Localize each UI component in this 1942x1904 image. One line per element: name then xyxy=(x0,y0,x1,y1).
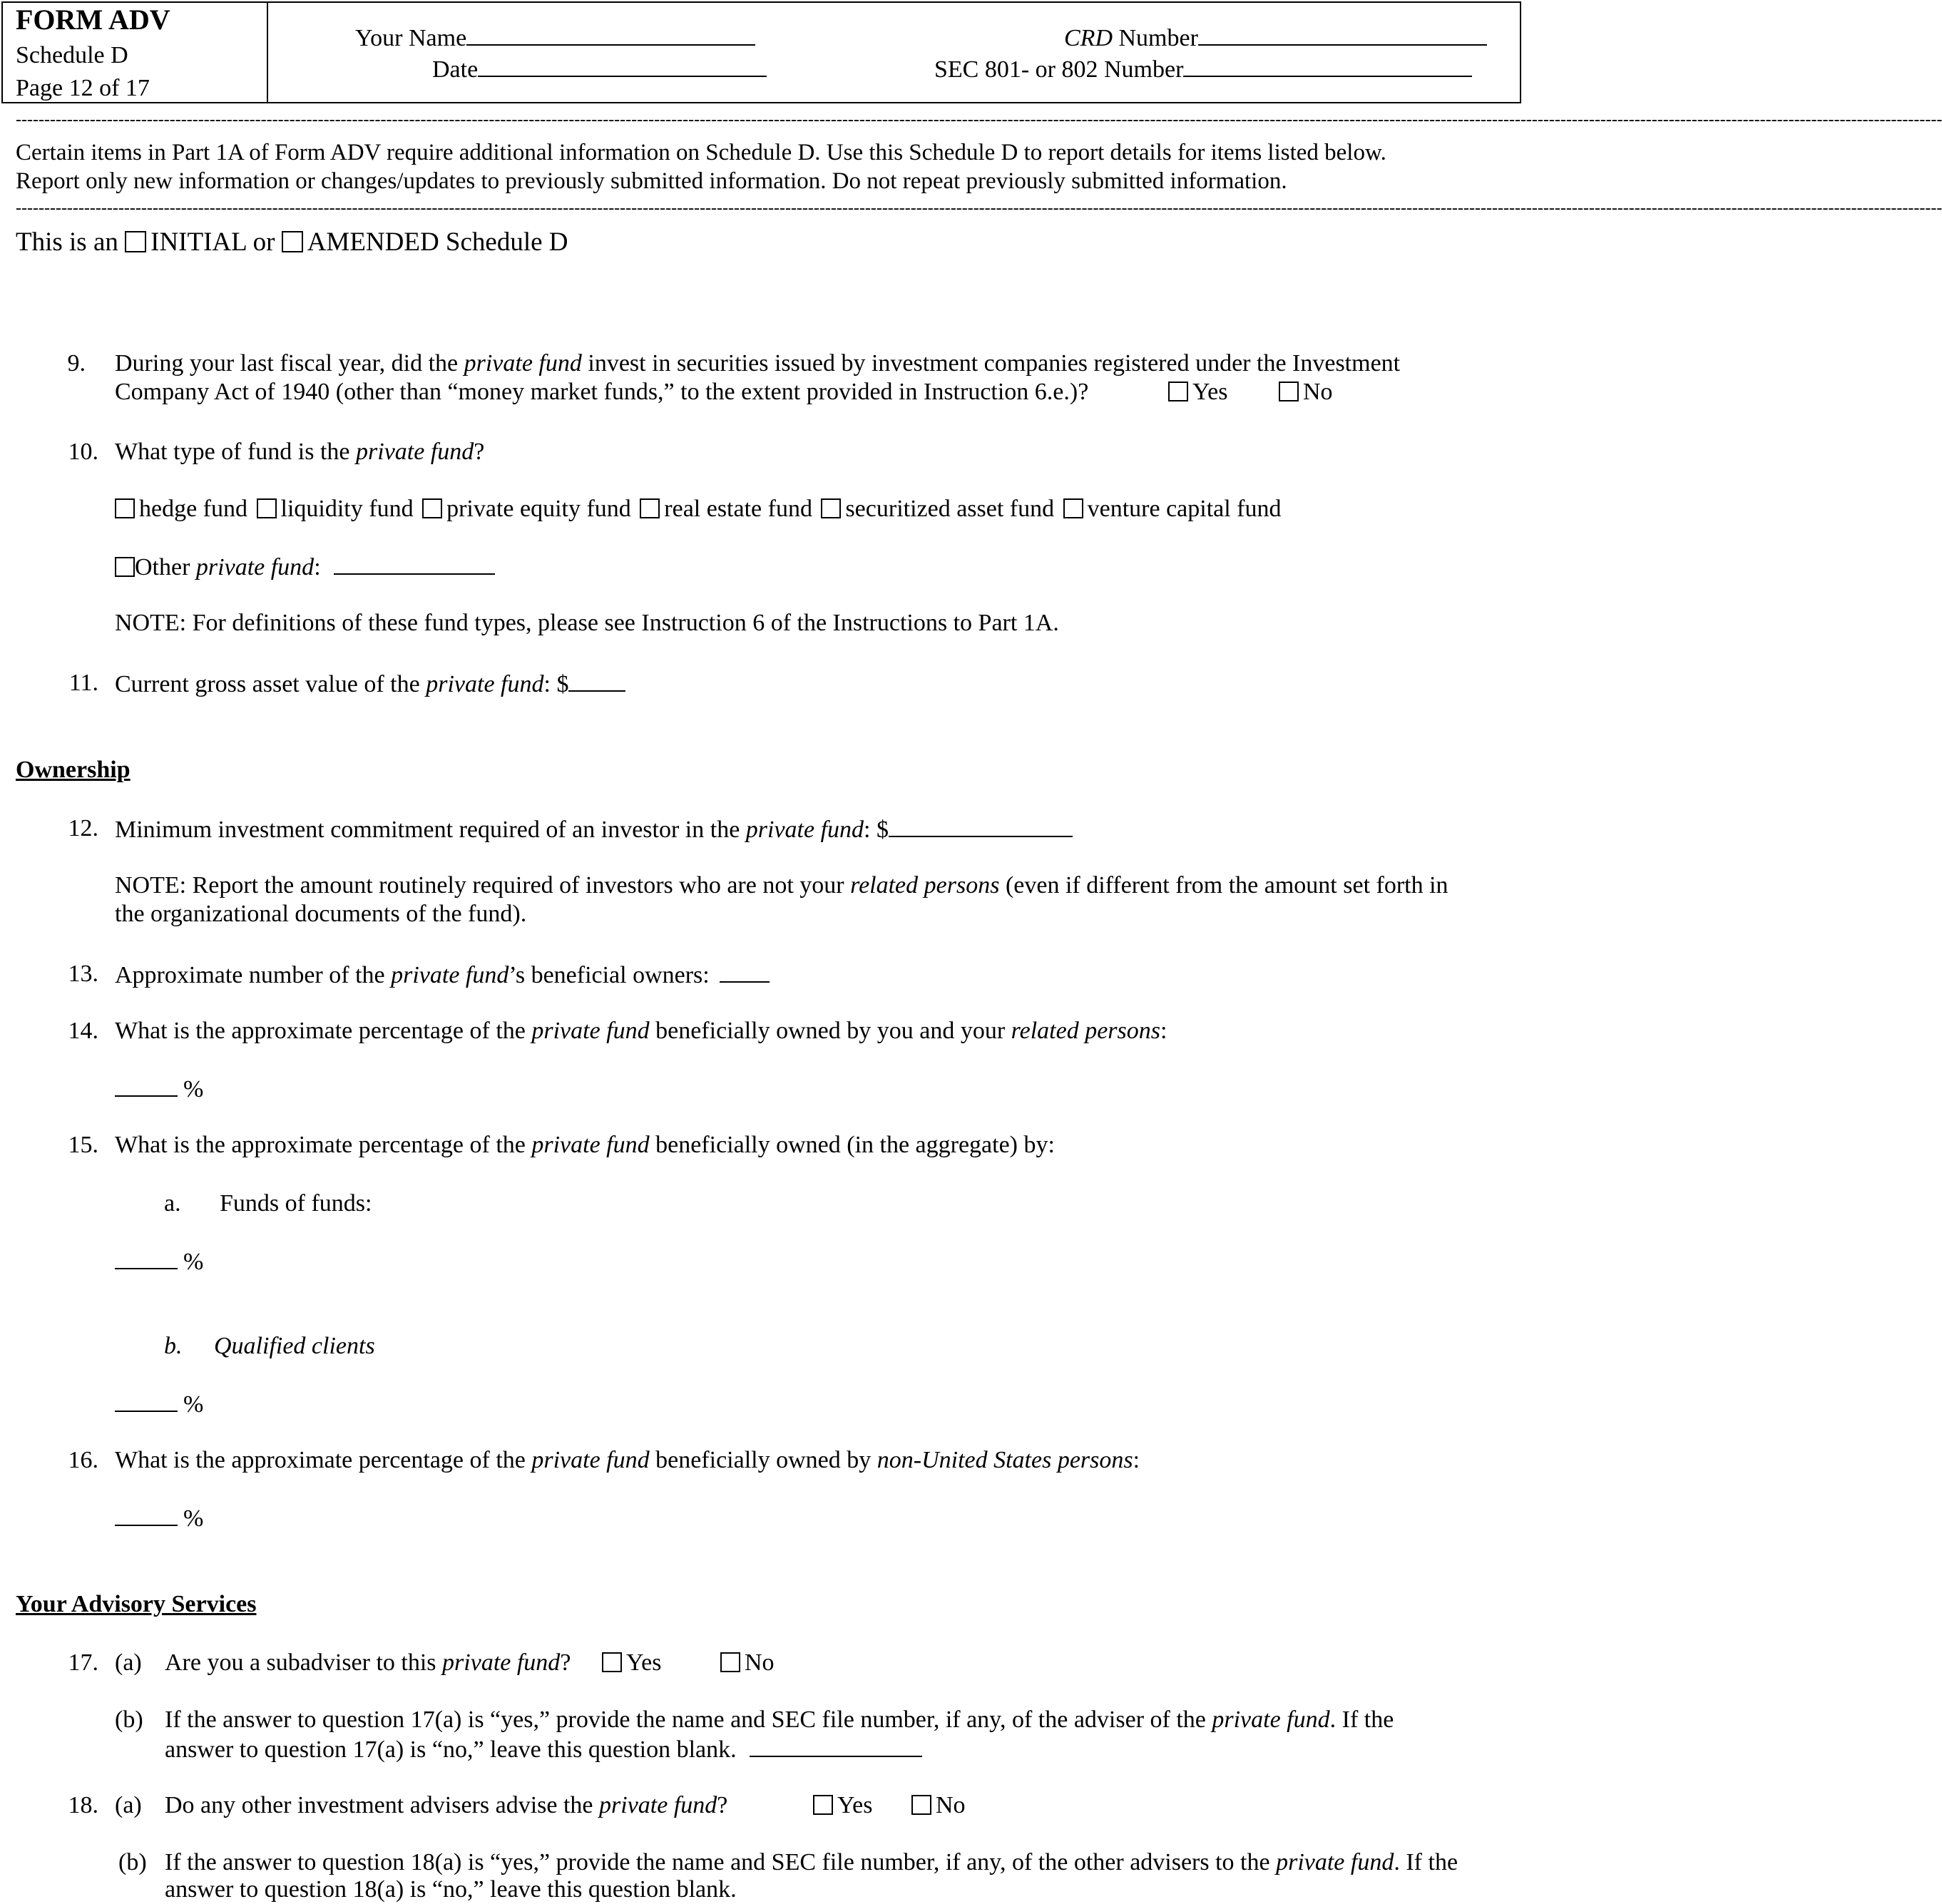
venture-capital-fund-label: venture capital fund xyxy=(1087,496,1282,522)
q12-note-italic: related persons xyxy=(850,872,1000,899)
q18a-question xyxy=(165,1791,727,1820)
q14-number: 14. xyxy=(68,1018,98,1044)
q18b-text-b: . If the xyxy=(1394,1849,1458,1875)
page-indicator: Page 12 of 17 xyxy=(16,75,150,101)
crd-label-italic: CRD xyxy=(1064,25,1113,51)
q10-question xyxy=(115,438,484,466)
crd-number-field[interactable] xyxy=(1198,23,1487,46)
q9-yes-label: Yes xyxy=(1192,379,1228,405)
q15-text-italic: private fund xyxy=(531,1132,650,1158)
q14-percentage-field[interactable] xyxy=(115,1074,178,1097)
q13-text-a: Approximate number of the xyxy=(115,962,392,988)
q16-percent-sign: % xyxy=(183,1505,204,1532)
q16-answer xyxy=(115,1503,203,1533)
q17a-label: (a) xyxy=(115,1649,142,1676)
q18-number: 18. xyxy=(68,1792,98,1818)
q9-line-2 xyxy=(115,378,1088,406)
intro-line-2: Report only new information or changes/updates to previously submitted information. Do not repeat previously submitted information. xyxy=(16,168,1287,194)
q17a-text-italic: private fund xyxy=(442,1649,561,1676)
q11-text-a: Current gross asset value of the xyxy=(115,671,426,697)
q9-text-italic: private fund xyxy=(464,350,582,377)
q15a-label: a. xyxy=(164,1190,181,1217)
q15-number: 15. xyxy=(68,1132,98,1158)
liquidity-fund-label: liquidity fund xyxy=(280,496,414,522)
q13-text-italic: private fund xyxy=(391,962,509,988)
liquidity-fund-checkbox[interactable] xyxy=(257,498,277,518)
q16-text-italic-2: non-United States persons xyxy=(877,1447,1133,1473)
date-label: Date xyxy=(432,56,479,83)
sec-row xyxy=(934,54,1472,84)
hedge-fund-checkbox[interactable] xyxy=(115,498,135,518)
q18-no-option xyxy=(911,1791,966,1820)
q17b-text-b: . If the xyxy=(1329,1706,1394,1733)
q9-yes-checkbox[interactable] xyxy=(1168,382,1188,401)
q15-text-a: What is the approximate percentage of the xyxy=(115,1132,532,1158)
q14-text-b: beneficially owned by you and your xyxy=(649,1018,1011,1044)
intro-line-1: Certain items in Part 1A of Form ADV require additional information on Schedule D. Use this Schedule D to report details for items listed below. xyxy=(16,140,1386,165)
q13-question xyxy=(115,960,770,990)
other-fund-field[interactable] xyxy=(334,552,495,575)
q12-note-b: (even if different from the amount set forth in xyxy=(999,872,1448,899)
date-row xyxy=(432,54,767,84)
q17b-text-a: If the answer to question 17(a) is “yes,” provide the name and SEC file number, if any, of the adviser of the xyxy=(165,1706,1212,1733)
your-name-row xyxy=(355,23,755,53)
q9-no-checkbox[interactable] xyxy=(1279,382,1299,401)
q9-no-option xyxy=(1279,378,1333,406)
your-name-field[interactable] xyxy=(466,23,755,46)
q9-text-b: invest in securities issued by investment companies registered under the Investment xyxy=(581,350,1401,377)
q14-text-c: : xyxy=(1160,1018,1167,1044)
q17-number: 17. xyxy=(68,1649,98,1676)
this-is-an-label: This is an xyxy=(16,227,118,257)
other-fund-label-italic: private fund xyxy=(195,554,315,580)
crd-row xyxy=(1064,23,1487,53)
private-equity-fund-label: private equity fund xyxy=(446,496,631,522)
q18-yes-label: Yes xyxy=(837,1792,873,1818)
q15b-percentage-field[interactable] xyxy=(115,1389,178,1412)
q18b-label: (b) xyxy=(118,1849,147,1875)
your-name-label: Your Name xyxy=(355,25,467,51)
q10-text-b: ? xyxy=(474,439,485,465)
q15b-answer xyxy=(115,1389,203,1419)
q10-number: 10. xyxy=(68,439,98,465)
q17b-text-italic: private fund xyxy=(1212,1706,1330,1733)
q12-note-line-1 xyxy=(115,871,1448,900)
q15a-percent-sign: % xyxy=(183,1249,204,1275)
q15-question xyxy=(115,1131,1055,1160)
dashed-separator-bottom: -------------------------------------------------------------------------------------------------------------------------------------------------------------------------------------------------------------------------------------------------------------------------------------------------------------------------------------------------- xyxy=(16,199,1942,217)
q10-text-a: What type of fund is the xyxy=(115,439,357,465)
amended-label: AMENDED Schedule D xyxy=(307,227,568,257)
q12-text-a: Minimum investment commitment required of an investor in the xyxy=(115,817,746,843)
ownership-heading: Ownership xyxy=(16,757,131,783)
amended-checkbox[interactable] xyxy=(282,231,303,252)
q9-no-label: No xyxy=(1303,379,1333,405)
q18a-text: Do any other investment advisers advise the xyxy=(165,1792,600,1818)
venture-capital-fund-checkbox[interactable] xyxy=(1063,498,1083,518)
minimum-investment-field[interactable] xyxy=(889,814,1073,837)
private-equity-fund-checkbox[interactable] xyxy=(422,498,442,518)
q11-question xyxy=(115,669,625,699)
securitized-asset-fund-label: securitized asset fund xyxy=(845,496,1055,522)
q18b-text-italic: private fund xyxy=(1276,1849,1394,1875)
q16-text-a: What is the approximate percentage of the xyxy=(115,1447,532,1473)
q17-yes-checkbox[interactable] xyxy=(602,1652,622,1672)
q11-text-b: : $ xyxy=(543,671,569,697)
q9-line-1 xyxy=(115,349,1400,378)
real-estate-fund-label: real estate fund xyxy=(664,496,812,522)
q17-no-option xyxy=(720,1649,775,1677)
q17-no-label: No xyxy=(745,1649,775,1676)
initial-label: INITIAL or xyxy=(150,227,275,257)
q17b-adviser-field[interactable] xyxy=(750,1734,922,1757)
q18b-line-1 xyxy=(165,1848,1458,1877)
q10-text-italic: private fund xyxy=(356,439,474,465)
q18a-text-q: ? xyxy=(717,1792,728,1818)
q14-text-italic-1: private fund xyxy=(531,1018,650,1044)
q16-text-italic-1: private fund xyxy=(531,1447,650,1473)
q13-number: 13. xyxy=(68,961,98,987)
q15-text-b: beneficially owned (in the aggregate) by: xyxy=(649,1132,1055,1158)
initial-checkbox[interactable] xyxy=(125,231,146,252)
q17-yes-label: Yes xyxy=(626,1649,662,1676)
q14-text-italic-2: related persons xyxy=(1011,1018,1160,1044)
q15b-label: b. xyxy=(164,1333,183,1359)
q13-text-b: ’s beneficial owners: xyxy=(509,962,710,988)
q14-percent-sign: % xyxy=(183,1076,204,1102)
q18b-text-a: If the answer to question 18(a) is “yes,” provide the name and SEC file number, if any, of the other advisers to the xyxy=(165,1849,1277,1875)
q17a-text-q: ? xyxy=(560,1649,571,1676)
q14-text-a: What is the approximate percentage of the xyxy=(115,1018,532,1044)
q12-note-a: NOTE: Report the amount routinely required of investors who are not your xyxy=(115,872,851,899)
q17-no-checkbox[interactable] xyxy=(720,1652,740,1672)
q15b-text: Qualified clients xyxy=(214,1333,375,1359)
q10-options-row xyxy=(115,495,1282,523)
form-title: FORM ADV xyxy=(16,4,170,36)
q12-note-line-2: the organizational documents of the fund). xyxy=(115,901,527,927)
q16-text-c: : xyxy=(1133,1447,1140,1473)
q18-yes-checkbox[interactable] xyxy=(813,1795,833,1815)
q9-number: 9. xyxy=(67,350,86,377)
q17a-question xyxy=(165,1649,571,1677)
q15a-answer xyxy=(115,1247,203,1276)
sec-number-label: SEC 801- or 802 Number xyxy=(934,56,1184,83)
other-fund-label-b: : xyxy=(314,554,321,580)
gross-asset-value-field[interactable] xyxy=(568,669,625,692)
q14-question xyxy=(115,1017,1167,1045)
q17b-text-line2: answer to question 17(a) is “no,” leave this question blank. xyxy=(165,1736,737,1763)
q17b-line-2 xyxy=(165,1734,922,1764)
q15a-text: Funds of funds: xyxy=(220,1190,372,1217)
other-fund-checkbox[interactable] xyxy=(115,557,135,577)
q9-yes-option xyxy=(1168,378,1227,406)
beneficial-owners-field[interactable] xyxy=(720,960,770,983)
sec-number-field[interactable] xyxy=(1183,54,1472,77)
securitized-asset-fund-checkbox[interactable] xyxy=(821,498,841,518)
q16-question xyxy=(115,1446,1140,1475)
q17-yes-option xyxy=(602,1649,661,1677)
dashed-separator-top: -------------------------------------------------------------------------------------------------------------------------------------------------------------------------------------------------------------------------------------------------------------------------------------------------------------------------------------------------- xyxy=(16,111,1942,129)
q18-no-label: No xyxy=(936,1792,966,1818)
hedge-fund-label: hedge fund xyxy=(139,496,248,522)
q9-text-line2: Company Act of 1940 (other than “money market funds,” to the extent provided in Instruction 6.e.)? xyxy=(115,379,1089,405)
q12-text-italic: private fund xyxy=(745,817,864,843)
q16-text-b: beneficially owned by xyxy=(649,1447,877,1473)
form-header-divider xyxy=(267,1,268,103)
schedule-type-row xyxy=(16,228,568,257)
q12-number: 12. xyxy=(68,815,98,841)
real-estate-fund-checkbox[interactable] xyxy=(640,498,660,518)
other-fund-label-a: Other xyxy=(135,554,196,580)
q10-note: NOTE: For definitions of these fund types, please see Instruction 6 of the Instructions to Part 1A. xyxy=(115,610,1059,636)
advisory-services-heading: Your Advisory Services xyxy=(16,1591,257,1617)
q17b-line-1 xyxy=(165,1706,1394,1734)
q18b-line-2: answer to question 18(a) is “no,” leave this question blank. xyxy=(165,1876,737,1903)
q11-number: 11. xyxy=(68,670,98,696)
q17b-label: (b) xyxy=(115,1706,143,1733)
q15b-percent-sign: % xyxy=(183,1391,204,1418)
q17a-text: Are you a subadviser to this xyxy=(165,1649,443,1676)
q18-no-checkbox[interactable] xyxy=(911,1795,931,1815)
q16-number: 16. xyxy=(68,1447,98,1473)
q9-text-a: During your last fiscal year, did the xyxy=(115,350,464,377)
q16-percentage-field[interactable] xyxy=(115,1503,178,1526)
date-field[interactable] xyxy=(478,54,767,77)
q15a-percentage-field[interactable] xyxy=(115,1247,178,1269)
q18a-text-italic: private fund xyxy=(599,1792,717,1818)
q18a-label: (a) xyxy=(115,1792,142,1818)
q10-other-row xyxy=(115,552,495,582)
schedule-label: Schedule D xyxy=(16,42,128,68)
q12-text-b: : $ xyxy=(864,817,889,843)
q18-yes-option xyxy=(813,1791,872,1820)
q12-question xyxy=(115,814,1073,844)
crd-label-rest: Number xyxy=(1113,25,1198,51)
q14-answer xyxy=(115,1074,203,1104)
q11-text-italic: private fund xyxy=(426,671,544,697)
